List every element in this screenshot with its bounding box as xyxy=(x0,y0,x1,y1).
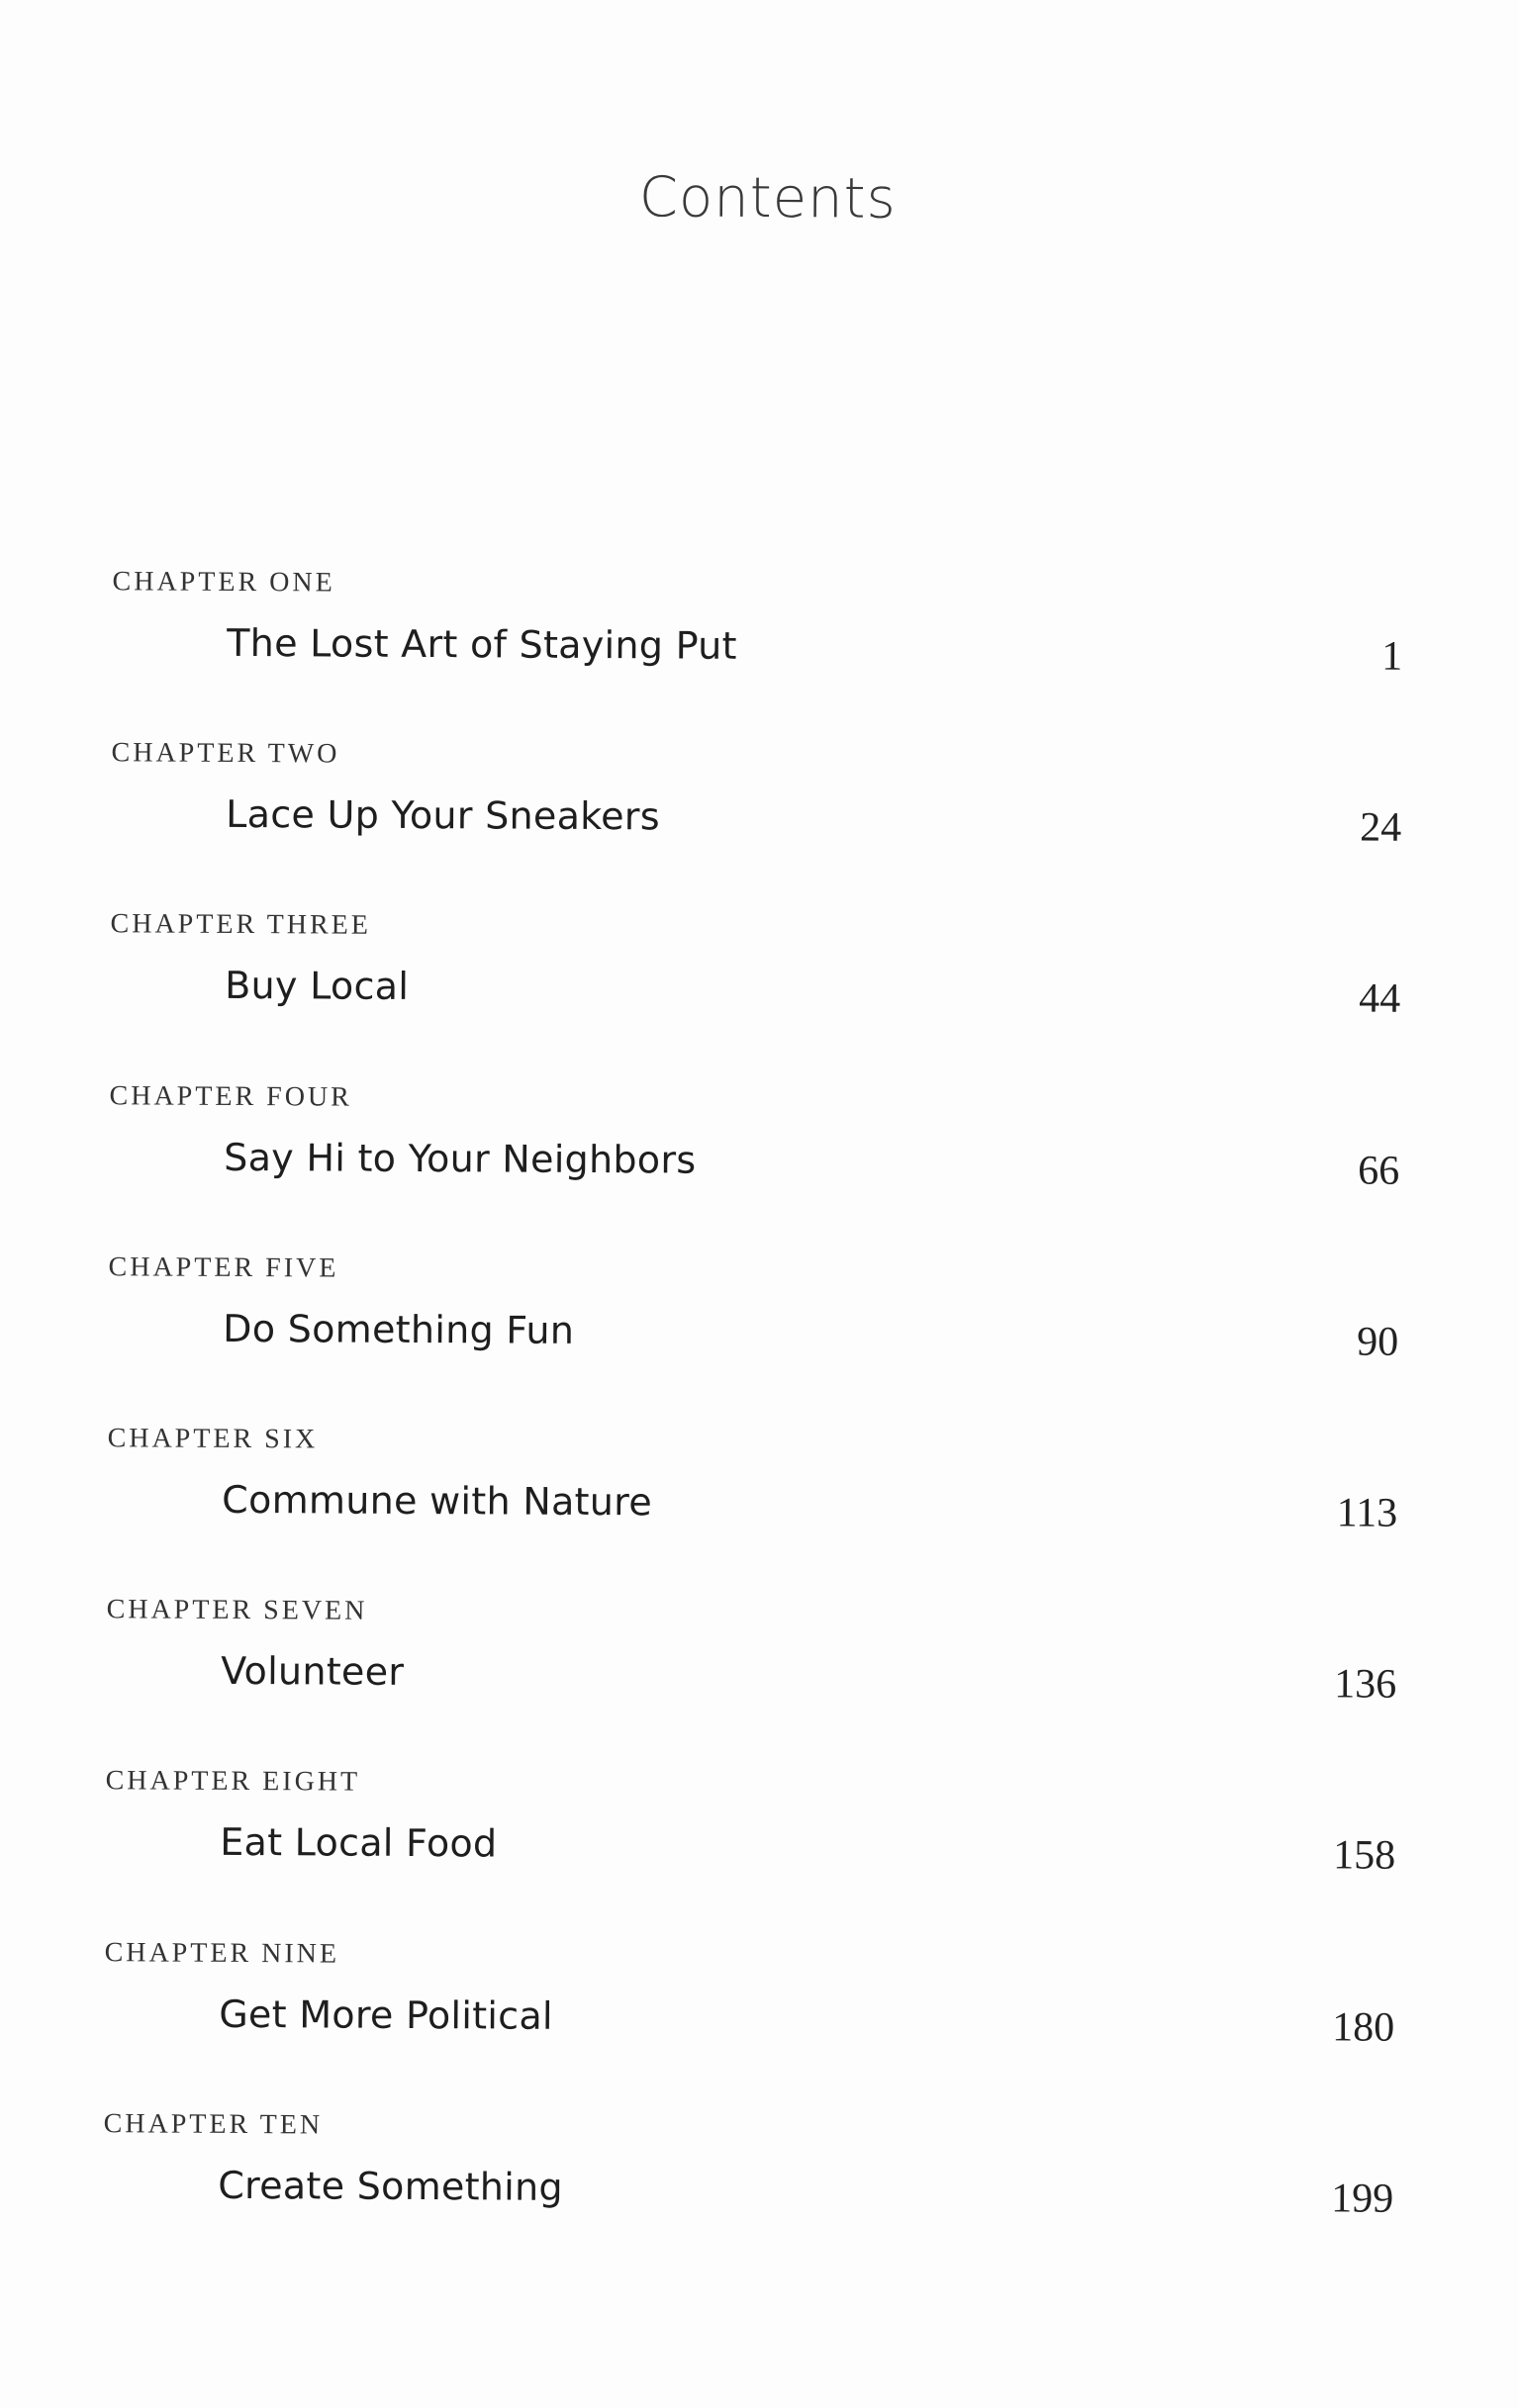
chapter-title[interactable]: Say Hi to Your Neighbors xyxy=(224,1135,697,1182)
page-number: 44 xyxy=(1359,975,1401,1023)
page-number: 180 xyxy=(1332,2003,1395,2051)
chapter-title[interactable]: Get More Political xyxy=(219,1991,553,2038)
chapter-title[interactable]: Buy Local xyxy=(225,964,410,1009)
page-number: 24 xyxy=(1360,804,1402,851)
page-number: 1 xyxy=(1381,633,1403,680)
toc-entry[interactable] xyxy=(0,1757,1516,1937)
chapter-label: CHAPTER FIVE xyxy=(108,1250,339,1284)
chapter-label: CHAPTER TWO xyxy=(111,737,340,770)
page-title: Contents xyxy=(638,165,897,232)
chapter-label: CHAPTER NINE xyxy=(104,1936,340,1970)
page-number: 113 xyxy=(1336,1490,1398,1536)
page-number: 136 xyxy=(1334,1661,1397,1708)
toc-entry[interactable] xyxy=(1,900,1519,1080)
chapter-title[interactable]: Commune with Nature xyxy=(222,1477,653,1525)
toc-entry[interactable] xyxy=(0,1414,1518,1594)
toc-entry[interactable] xyxy=(0,1243,1519,1423)
page-number: 90 xyxy=(1357,1319,1399,1365)
page-number: 199 xyxy=(1331,2176,1394,2222)
chapter-label: CHAPTER SIX xyxy=(107,1423,319,1455)
chapter-title[interactable]: Create Something xyxy=(218,2163,564,2209)
toc-entry[interactable] xyxy=(0,2099,1514,2279)
chapter-title[interactable]: The Lost Art of Staying Put xyxy=(227,620,737,668)
page-number: 66 xyxy=(1358,1148,1400,1194)
toc-entry[interactable] xyxy=(0,1071,1519,1251)
toc-entry[interactable] xyxy=(0,1928,1515,2108)
chapter-label: CHAPTER EIGHT xyxy=(105,1765,361,1798)
chapter-title[interactable]: Do Something Fun xyxy=(223,1306,575,1352)
toc-entry[interactable] xyxy=(2,729,1519,909)
chapter-label: CHAPTER TEN xyxy=(103,2107,324,2141)
page-number: 158 xyxy=(1333,1832,1396,1880)
toc-entry[interactable] xyxy=(3,558,1519,738)
chapter-label: CHAPTER FOUR xyxy=(109,1079,352,1113)
chapter-label: CHAPTER SEVEN xyxy=(106,1594,368,1626)
chapter-title[interactable]: Lace Up Your Sneakers xyxy=(226,792,661,839)
chapter-label: CHAPTER THREE xyxy=(110,908,371,942)
chapter-title[interactable]: Eat Local Food xyxy=(220,1820,498,1866)
chapter-title[interactable]: Volunteer xyxy=(221,1648,405,1695)
table-of-contents xyxy=(0,558,1519,2280)
toc-entry[interactable] xyxy=(0,1586,1517,1766)
chapter-label: CHAPTER ONE xyxy=(112,566,335,599)
